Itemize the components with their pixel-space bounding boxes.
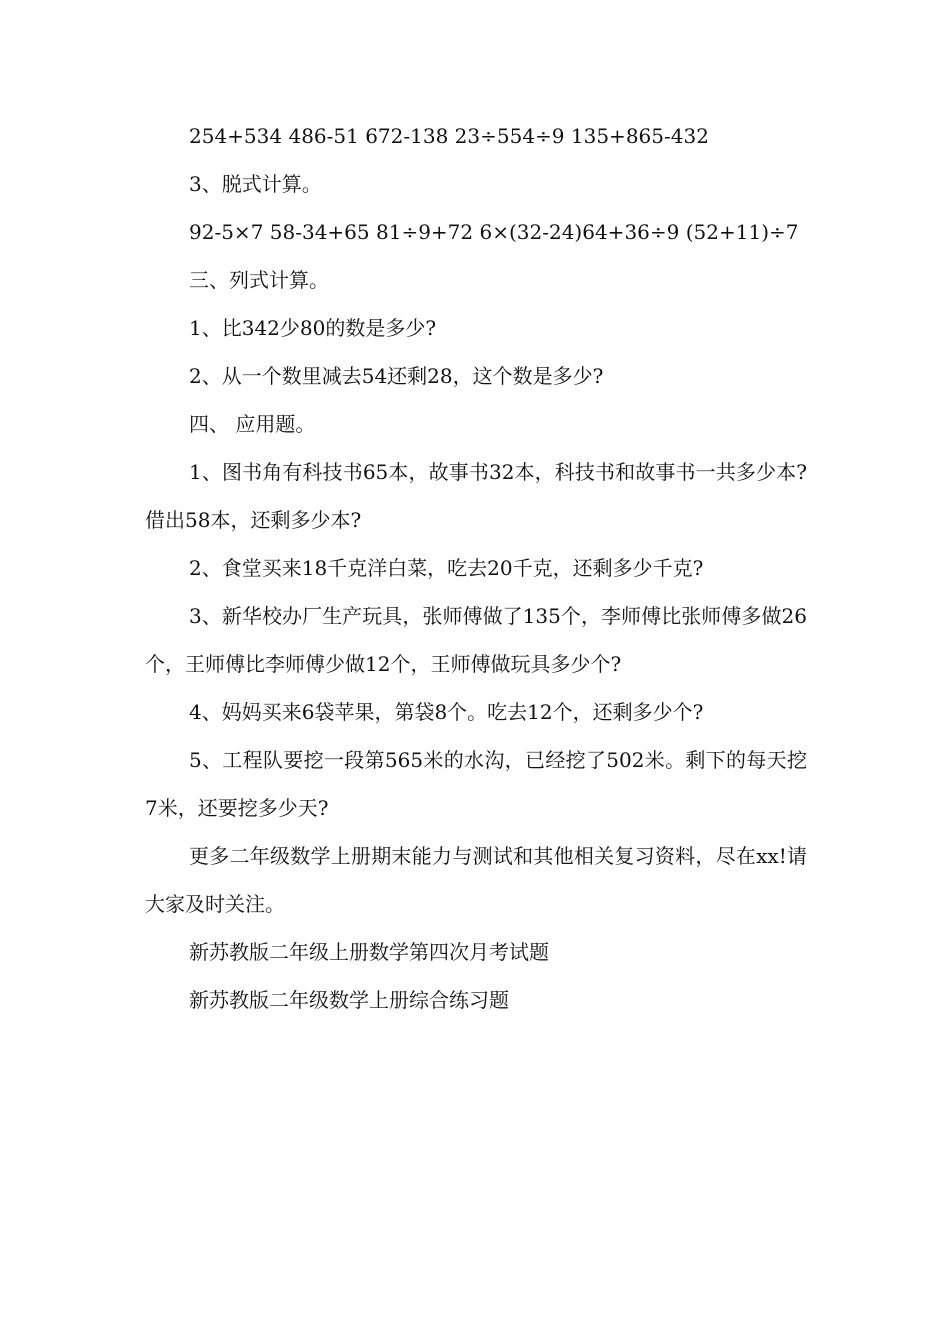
section-heading-equation-calculation: 三、列式计算。 <box>189 268 329 292</box>
application-question-3: 3、新华校办厂生产玩具，张师傅做了135个，李师傅比张师傅多做26个，王师傅比李师傅少做12个，王师傅做玩具多少个? <box>145 604 807 676</box>
arithmetic-line-2: 92-5×7 58-34+65 81÷9+72 6×(32-24)64+36÷9 (52+11)÷7 <box>189 220 799 244</box>
section-heading-applications: 四、 应用题。 <box>189 412 316 436</box>
application-question-1: 1、图书角有科技书65本，故事书32本，科技书和故事书一共多少本?借出58本，还剩多少本? <box>145 460 807 532</box>
application-question-5: 5、工程队要挖一段第565米的水沟，已经挖了502米。剩下的每天挖7米，还要挖多少天? <box>145 748 807 820</box>
application-question-2: 2、食堂买来18千克洋白菜，吃去20千克，还剩多少千克? <box>189 556 704 580</box>
equation-question-1: 1、比342少80的数是多少? <box>189 316 437 340</box>
section-heading-step-calculation: 3、脱式计算。 <box>189 172 322 196</box>
document-body <box>145 112 807 1024</box>
related-title-2: 新苏教版二年级数学上册综合练习题 <box>189 988 509 1012</box>
equation-question-2: 2、从一个数里减去54还剩28，这个数是多少? <box>189 364 604 388</box>
arithmetic-line-1: 254+534 486-51 672-138 23÷554÷9 135+865-432 <box>189 124 709 148</box>
application-question-4: 4、妈妈买来6袋苹果，第袋8个。吃去12个，还剩多少个? <box>189 700 704 724</box>
closing-note: 更多二年级数学上册期末能力与测试和其他相关复习资料，尽在xx!请大家及时关注。 <box>145 844 807 916</box>
related-title-1: 新苏教版二年级上册数学第四次月考试题 <box>189 940 549 964</box>
